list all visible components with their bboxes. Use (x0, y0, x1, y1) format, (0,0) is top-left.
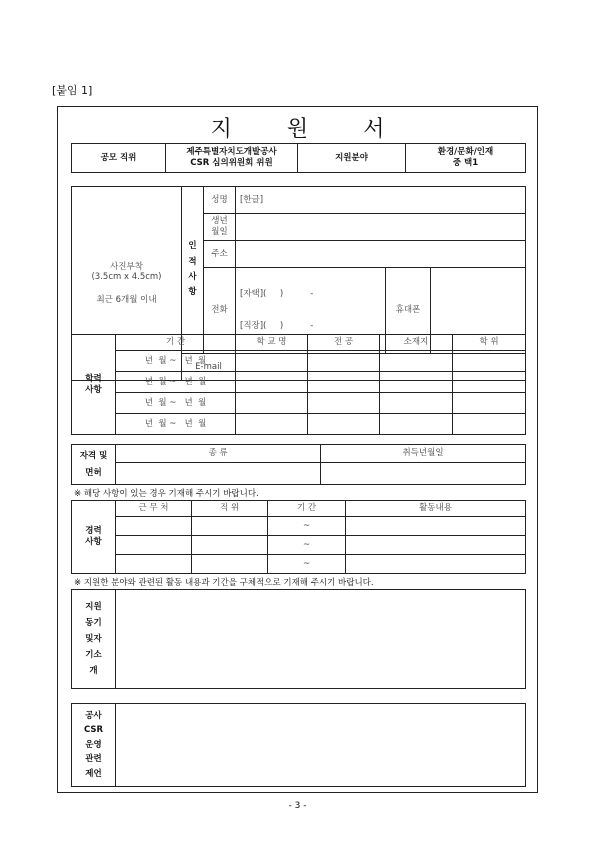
edu-row-major[interactable] (308, 393, 380, 414)
edu-row-school[interactable] (236, 393, 308, 414)
motivation-table (71, 589, 526, 689)
motivation-field[interactable] (116, 590, 526, 689)
education-table (71, 334, 526, 435)
edu-row-period[interactable]: 년 월 ~ 년 월 (116, 372, 236, 393)
career-company-field[interactable] (116, 555, 192, 574)
edu-header-degree: 학 위 (453, 335, 526, 351)
post-line2: CSR 심의위원회 위원 (190, 158, 273, 168)
edu-row-school[interactable] (236, 414, 308, 435)
edu-row-location[interactable] (380, 372, 453, 393)
career-title-field[interactable] (192, 517, 268, 536)
name-field[interactable]: [한글] (236, 187, 526, 214)
photo-line2: (3.5cm x 4.5cm) (91, 272, 162, 283)
edu-row-major[interactable] (308, 351, 380, 372)
phone-label: 전화 (204, 268, 236, 354)
license-header-date: 취득년월일 (321, 445, 526, 463)
career-period-field[interactable]: ~ (268, 555, 346, 574)
name-label: 성명 (204, 187, 236, 214)
post-label: 공모 직위 (72, 144, 166, 173)
career-header-title: 직 위 (192, 501, 268, 517)
career-section-label: 경력사항 (72, 501, 116, 574)
edu-row-major[interactable] (308, 372, 380, 393)
photo-line3: 최근 6개월 이내 (96, 294, 157, 305)
address-field[interactable] (236, 241, 526, 268)
edu-header-location: 소재지 (380, 335, 453, 351)
mobile-label: 휴대폰 (386, 268, 431, 354)
license-table (71, 444, 526, 485)
edu-row-location[interactable] (380, 414, 453, 435)
edu-row-degree[interactable] (453, 393, 526, 414)
edu-row-location[interactable] (380, 351, 453, 372)
edu-row-major[interactable] (308, 414, 380, 435)
edu-header-major: 전 공 (308, 335, 380, 351)
field-line1: 환경/문화/인재 (437, 147, 494, 158)
career-note: ※ 지원한 분야와 관련된 활동 내용과 기간을 구체적으로 기재해 주시기 바랍니다. (74, 578, 374, 588)
license-note: ※ 해당 사항이 있는 경우 기재해 주시기 바랍니다. (74, 489, 259, 499)
career-title-field[interactable] (192, 536, 268, 555)
edu-row-school[interactable] (236, 372, 308, 393)
field-label: 지원분야 (298, 144, 406, 173)
birth-field[interactable] (236, 214, 526, 241)
edu-header-period: 기 간 (116, 335, 236, 351)
page-number: - 3 - (288, 801, 307, 811)
license-date-field[interactable] (321, 463, 526, 485)
post-value[interactable] (166, 144, 298, 173)
edu-row-location[interactable] (380, 393, 453, 414)
edu-row-period[interactable]: 년 월 ~ 년 월 (116, 414, 236, 435)
career-activity-field[interactable] (346, 555, 526, 574)
personal-section-label: 인적사항 (182, 187, 204, 354)
field-line2: 중 택1 (452, 158, 479, 168)
edu-row-degree[interactable] (453, 372, 526, 393)
license-header-type: 종 류 (116, 445, 321, 463)
career-company-field[interactable] (116, 517, 192, 536)
career-company-field[interactable] (116, 536, 192, 555)
suggestion-table (71, 703, 526, 787)
edu-row-degree[interactable] (453, 351, 526, 372)
career-title-field[interactable] (192, 555, 268, 574)
field-value[interactable] (406, 144, 526, 173)
career-table (71, 500, 526, 574)
edu-row-period[interactable]: 년 월 ~ 년 월 (116, 351, 236, 372)
education-section-label: 학력사항 (72, 335, 116, 435)
birth-label: 생년월일 (204, 214, 236, 241)
suggestion-section-label: 공사CSR운영관련제언 (72, 704, 116, 787)
post-line1: 제주특별자치도개발공사 (186, 147, 277, 158)
edu-header-school: 학 교 명 (236, 335, 308, 351)
photo-line1: 사진부착 (110, 261, 143, 272)
edu-row-degree[interactable] (453, 414, 526, 435)
phone-home: [자택]( ) - (240, 289, 314, 300)
career-activity-field[interactable] (346, 536, 526, 555)
suggestion-field[interactable] (116, 704, 526, 787)
attachment-label: [붙임 1] (52, 84, 93, 97)
career-activity-field[interactable] (346, 517, 526, 536)
form-title: 지 원 서 (57, 112, 538, 143)
career-header-company: 근 무 처 (116, 501, 192, 517)
career-period-field[interactable]: ~ (268, 536, 346, 555)
license-type-field[interactable] (116, 463, 321, 485)
motivation-section-label: 지원동기및자기소개 (72, 590, 116, 689)
career-header-period: 기 간 (268, 501, 346, 517)
career-header-activity: 활동내용 (346, 501, 526, 517)
career-period-field[interactable]: ~ (268, 517, 346, 536)
position-table (71, 143, 526, 173)
phone-work: [직장]( ) - (240, 321, 314, 332)
edu-row-school[interactable] (236, 351, 308, 372)
email-label: E-mail (182, 354, 236, 381)
address-label: 주소 (204, 241, 236, 268)
license-section-label: 자격 및 면허 (72, 445, 116, 485)
edu-row-period[interactable]: 년 월 ~ 년 월 (116, 393, 236, 414)
